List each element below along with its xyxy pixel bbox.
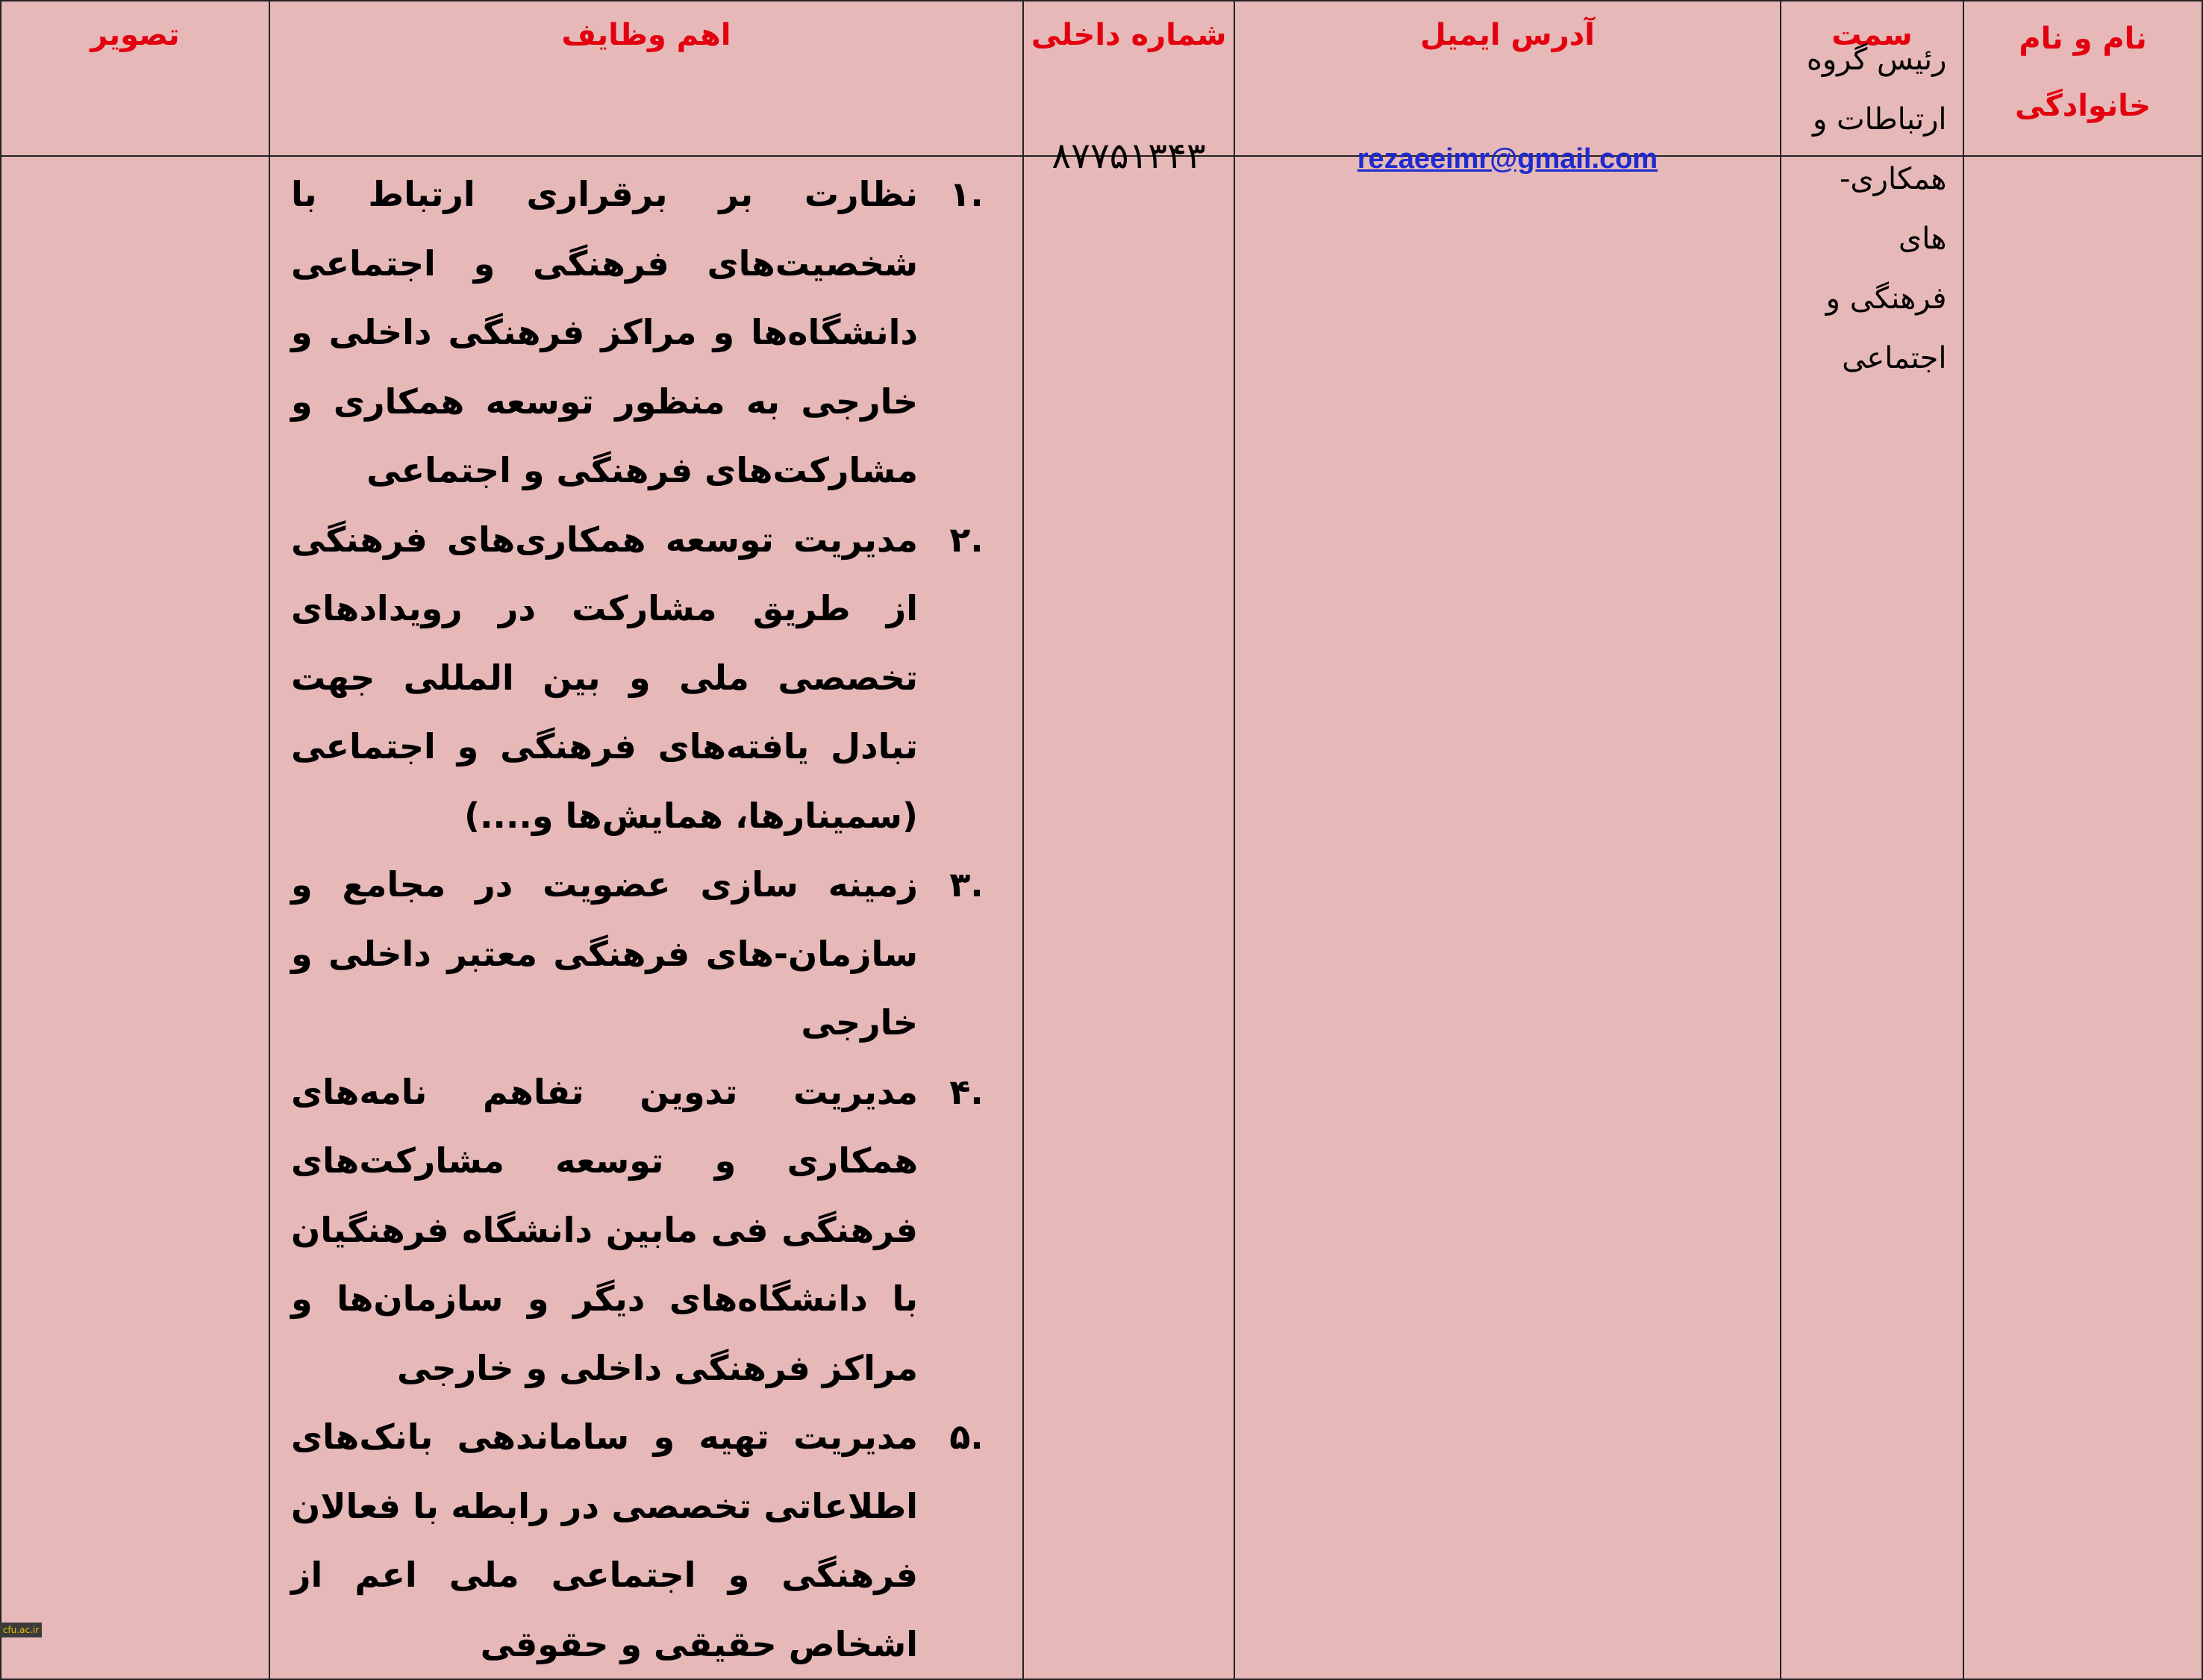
duty-text: مدیریت توسعه همکاری‌های فرهنگی از طریق مشارکت در رویدادهای تخصصی ملی و بین المللی جهت تبادل یافته‌های فرهنگی و اجتماعی (سمینارها، همایش‌ها و....) (291, 519, 918, 836)
position-text (1798, 30, 1947, 388)
phone-number: ۸۷۷۵۱۳۴۳ (1051, 135, 1206, 177)
email-cell (1234, 143, 1781, 1679)
list-number: .۱ (949, 174, 984, 214)
position-cell (1781, 43, 1963, 1679)
list-number: .۵ (949, 1417, 984, 1457)
table-row (1, 156, 2202, 1679)
header-photo: تصویر (1, 1, 269, 156)
header-name: نام و نام خانوادگی (1963, 1, 2202, 156)
duty-text: زمینه سازی عضویت در مجامع و سازمان-های فرهنگی معتبر داخلی و خارجی (291, 864, 918, 1043)
duties-cell (269, 156, 1023, 1679)
duties-list (270, 157, 1022, 1679)
position-line: رئیس گروه (1806, 43, 1947, 77)
list-item (270, 1058, 1022, 1403)
position-line: ارتباطات و (1812, 102, 1947, 137)
list-item (270, 505, 1022, 851)
photo-cell (1, 156, 269, 1679)
phone-cell (1023, 135, 1234, 1679)
watermark-logo: cfu.ac.ir (0, 1623, 42, 1637)
duty-text: مدیریت تدوین تفاهم نامه‌های همکاری و توسعه مشارکت‌های فرهنگی فی مابین دانشگاه فرهنگیان با دانشگاه‌های دیگر و سازمان‌ها و مراکز فرهنگی داخلی و خارجی (291, 1071, 918, 1388)
header-position: سمت (1781, 1, 1963, 156)
name-cell (1963, 156, 2202, 1679)
duty-text: نظارت بر برقراری ارتباط با شخصیت‌های فرهنگی و اجتماعی دانشگاه‌ها و مراکز فرهنگی داخلی و خارجی به منظور توسعه همکاری و مشارکت‌های فرهنگی و اجتماعی (291, 174, 918, 490)
list-item (270, 160, 1022, 505)
list-number: .۴ (949, 1071, 984, 1112)
list-number: .۲ (949, 519, 984, 560)
email-link[interactable]: rezaeeimr@gmail.com (1357, 143, 1658, 175)
header-duties: اهم وظایف (269, 1, 1023, 156)
list-number: .۳ (949, 864, 984, 905)
duty-text: مدیریت تهیه و ساماندهی بانک‌های اطلاعاتی تخصصی در رابطه با فعالان فرهنگی و اجتماعی ملی اعم از اشخاص حقیقی و حقوقی (291, 1417, 918, 1664)
position-line: همکاری- (1839, 162, 1947, 196)
header-phone: شماره داخلی (1023, 1, 1234, 156)
list-item (270, 850, 1022, 1058)
position-line: های (1898, 222, 1947, 256)
position-line: فرهنگی و (1825, 281, 1947, 316)
position-line: اجتماعی (1842, 341, 1947, 375)
list-item (270, 1402, 1022, 1679)
header-email: آدرس ایمیل (1234, 1, 1781, 156)
